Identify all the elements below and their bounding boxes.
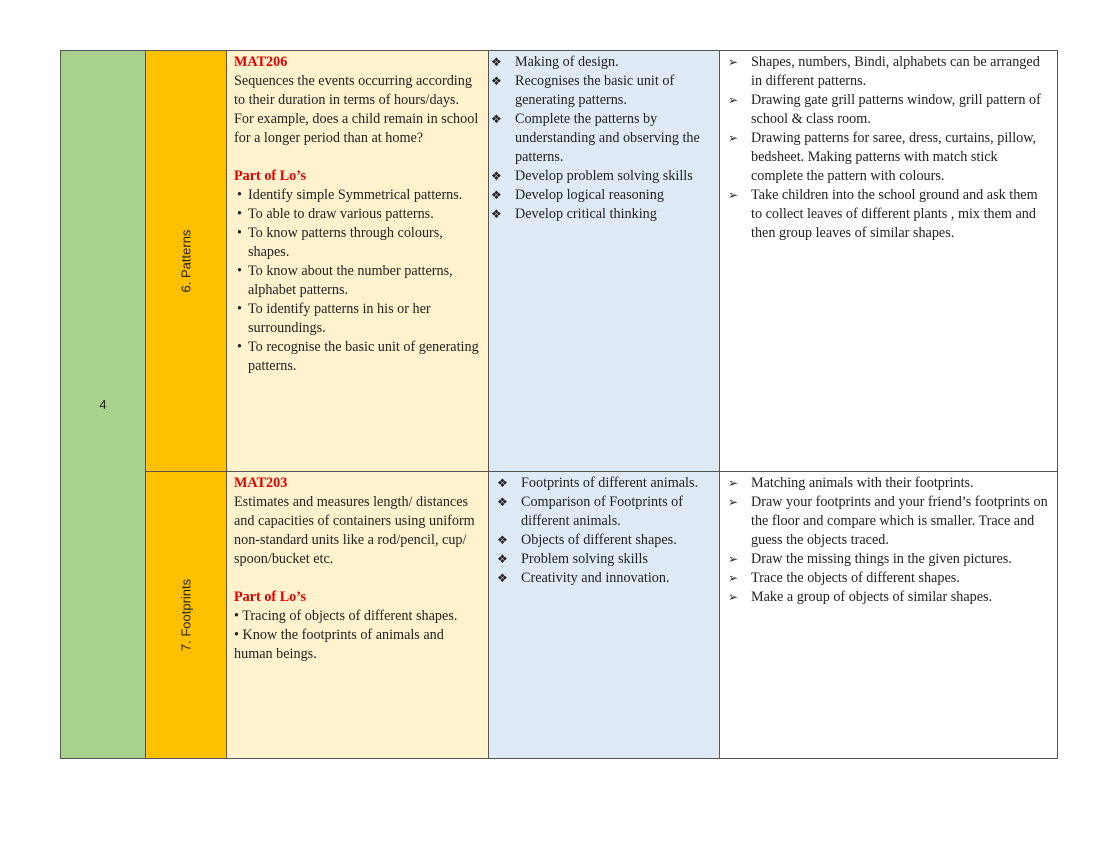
list-item: ➢ Drawing patterns for saree, dress, curtains, pillow, bedsheet. Making patterns with match stick complete the pattern with colours. — [726, 129, 1049, 186]
learning-outcome-cell — [227, 51, 489, 472]
list-item: ➢ Drawing gate grill patterns window, grill pattern of school & class room. — [726, 91, 1049, 129]
list-item: ❖ Making of design. — [491, 53, 715, 72]
list-item: ➢ Matching animals with their footprints. — [726, 474, 1049, 493]
list-item: ➢ Draw the missing things in the given pictures. — [726, 550, 1049, 569]
activities-cell — [720, 51, 1058, 472]
list-item: • Know the footprints of animals and human beings. — [234, 627, 444, 662]
table-row — [61, 51, 1058, 472]
list-item: • To know patterns through colours, shapes. — [234, 224, 482, 262]
list-item: ➢ Shapes, numbers, Bindi, alphabets can be arranged in different patterns. — [726, 53, 1049, 91]
list-item: • To able to draw various patterns. — [234, 205, 482, 224]
lo-code: MAT203 — [234, 475, 288, 491]
curriculum-table — [60, 50, 1058, 759]
list-item: ❖ Complete the patterns by understanding and observing the patterns. — [491, 110, 715, 167]
lo-description: Estimates and measures length/ distances and capacities of containers using uniform non-standard units like a rod/pencil, cup/ spoon/bucket etc. — [234, 494, 475, 567]
list-item: ❖ Comparison of Footprints of different animals. — [497, 493, 715, 531]
list-item: ❖ Problem solving skills — [497, 550, 715, 569]
lo-list — [234, 186, 482, 376]
skills-cell — [489, 51, 720, 472]
table-row — [61, 472, 1058, 759]
list-item: ➢ Draw your footprints and your friend’s footprints on the floor and compare which is smaller. Trace and guess the objects traced. — [726, 493, 1049, 550]
list-item: ❖ Develop critical thinking — [491, 205, 715, 224]
list-item: ❖ Develop logical reasoning — [491, 186, 715, 205]
topic-cell — [146, 51, 227, 472]
lo-heading: Part of Lo’s — [234, 589, 306, 605]
list-item: ➢ Trace the objects of different shapes. — [726, 569, 1049, 588]
lo-description: Sequences the events occurring according to their duration in terms of hours/days. For example, does a child remain in school for a longer period than at home? — [234, 73, 479, 146]
lo-code: MAT206 — [234, 54, 288, 70]
activities-list — [726, 474, 1049, 607]
topic-label: 7. Footprints — [178, 578, 194, 652]
list-item: • Identify simple Symmetrical patterns. — [234, 186, 482, 205]
list-item: • To know about the number patterns, alphabet patterns. — [234, 262, 482, 300]
skills-list — [491, 474, 715, 588]
lo-heading: Part of Lo’s — [234, 168, 306, 184]
learning-outcome-cell — [227, 472, 489, 759]
skills-list — [491, 53, 715, 224]
list-item: ❖ Recognises the basic unit of generating patterns. — [491, 72, 715, 110]
topic-cell — [146, 472, 227, 759]
skills-cell — [489, 472, 720, 759]
activities-list — [726, 53, 1049, 243]
list-item: • Tracing of objects of different shapes. — [234, 608, 458, 624]
topic-label: 6. Patterns — [178, 229, 194, 293]
list-item: ❖ Creativity and innovation. — [497, 569, 715, 588]
list-item: ➢ Take children into the school ground and ask them to collect leaves of different plants , mix them and then group leaves of similar shapes. — [726, 186, 1049, 243]
list-item: ❖ Develop problem solving skills — [491, 167, 715, 186]
list-item: • To recognise the basic unit of generating patterns. — [234, 338, 482, 376]
list-item: • To identify patterns in his or her surroundings. — [234, 300, 482, 338]
list-item: ➢ Make a group of objects of similar shapes. — [726, 588, 1049, 607]
list-item: ❖ Objects of different shapes. — [497, 531, 715, 550]
month-cell: 4 — [61, 51, 146, 759]
lo-list — [234, 607, 482, 664]
list-item: ❖ Footprints of different animals. — [497, 474, 715, 493]
activities-cell — [720, 472, 1058, 759]
